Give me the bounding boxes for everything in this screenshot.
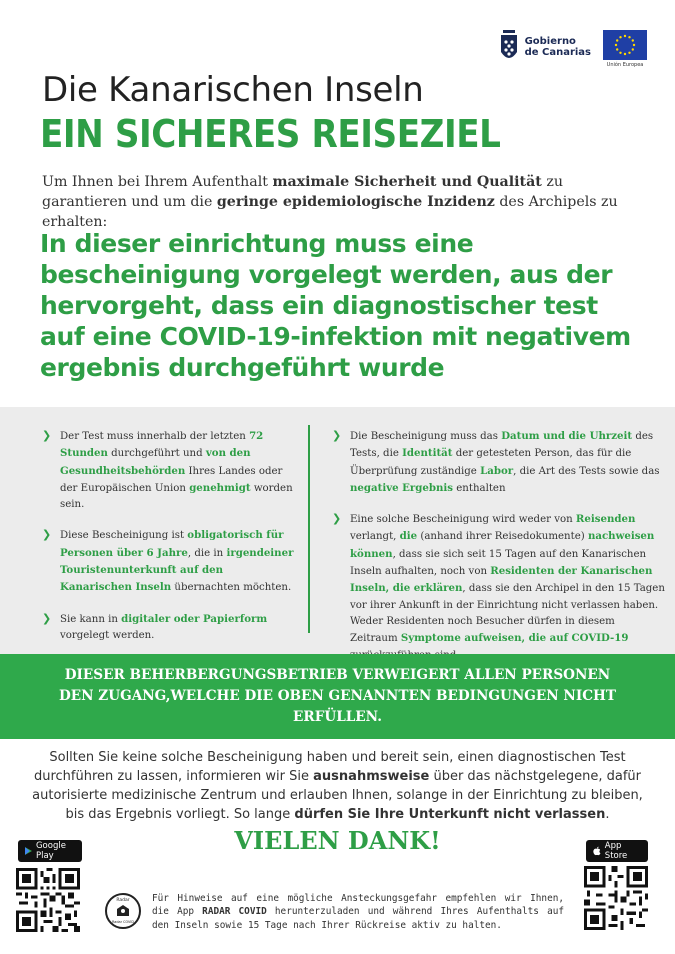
banner-text: DIESER BEHERBERGUNGSBETRIEB VERWEIGERT ALLEN PERSONEN DEN ZUGANG,WELCHE DIE OBEN GENANNTEN BEDINGUNGEN NICHT ERFÜLLEN. bbox=[59, 667, 616, 725]
access-denied-banner bbox=[0, 654, 675, 739]
google-play-icon bbox=[25, 846, 32, 856]
app-store-badge[interactable] bbox=[586, 840, 648, 862]
logo-bar bbox=[499, 30, 647, 68]
apple-icon bbox=[593, 846, 601, 856]
gobierno-de-canarias-logo bbox=[499, 30, 591, 64]
google-play-label: Google Play bbox=[35, 841, 66, 861]
eu-label: Unión Europea bbox=[606, 62, 644, 68]
app-store-label: App Store bbox=[604, 841, 628, 861]
page-title: Die Kanarischen Inseln bbox=[42, 70, 424, 110]
list-item: ❯ Eine solche Bescheinigung wird weder von Reisenden verlangt, die (anhand ihrer Reisedokumente) nachweisen können, dass sie sich seit 15 Tagen auf den Kanarischen Inseln aufhalten, noch von Residenten der Kanarischen Inseln, die erklären, dass sie den Archipel in den 15 Tagen vor ihrer Ankunft in der Einrichtung nicht verlassen haben. Weder Residenten noch Besucher dürfen in diesem Zeitraum Symptome aufweisen, die auf COVID-19 bbox=[332, 511, 665, 664]
page-subtitle: EIN SICHERES REISEZIEL bbox=[40, 112, 501, 156]
main-requirement-heading: In dieser einrichtung muss eine bescheinigung vorgelegt werden, aus der hervorgeht, dass ein diagnostischer test auf eine COVID-19-infektion mit negativem ergebnis durchgeführt wurde bbox=[40, 229, 631, 382]
list-item: ❯ Der Test muss innerhalb der letzten 72 Stunden durchgeführt und von den Gesundheitsbehörden Ihres Landes oder der Europäischen Union genehmigt worden sein. bbox=[42, 428, 297, 513]
intro-paragraph: Um Ihnen bei Ihrem Aufenthalt maximale Sicherheit und Qualität zu garantieren und um die geringe epidemiologische Inzidenz des Archipels zu erhalten: bbox=[42, 174, 618, 230]
column-divider bbox=[308, 425, 310, 633]
right-column bbox=[332, 428, 665, 678]
qr-code-google-play[interactable] bbox=[16, 868, 80, 932]
list-item: ❯ Sie kann in digitaler oder Papierform vorgelegt werden. bbox=[42, 611, 297, 645]
radar-icon-label-bottom: Radar COVID bbox=[112, 920, 134, 924]
list-item: ❯ Diese Bescheinigung ist obligatorisch für Personen über 6 Jahre, die in irgendeiner Touristenunterkunft auf den Kanarischen Inseln übernachten möchten. bbox=[42, 527, 297, 596]
thanks-heading: VIELEN DANK! bbox=[234, 826, 441, 855]
list-item: ❯ Die Bescheinigung muss das Datum und die Uhrzeit des Tests, die Identität der getesteten Person, das für die Überprüfung zuständige Labor, die Art des Tests sowie das negative Ergebnis enthalten bbox=[332, 428, 665, 497]
radar-covid-app-icon[interactable] bbox=[104, 890, 142, 932]
qr-code-app-store[interactable] bbox=[584, 866, 648, 930]
canarias-coat-of-arms-icon bbox=[499, 30, 519, 64]
gobierno-line1: Gobierno bbox=[524, 36, 576, 47]
eu-logo bbox=[603, 30, 647, 68]
gobierno-line2: de Canarias bbox=[524, 47, 591, 58]
radar-covid-hint: Für Hinweise auf eine mögliche Ansteckungsgefahr empfehlen wir Ihnen, die App RADAR COVID herunterzuladen und während Ihres Aufenthalts auf den Inseln sowie 15 Tage nach Ihrer Rückreise aktiv zu halten. bbox=[152, 893, 564, 931]
outro-paragraph: Sollten Sie keine solche Bescheinigung haben und bereit sein, einen diagnostischen Test durchführen zu lassen, informieren wir Sie ausnahmsweise über das nächstgelegene, dafür autorisierte medizinische Zentrum und erlauben Ihnen, solange in der Einrichtung zu bleiben, bis das Ergebnis vorliegt. So lange dürfen Sie Ihre Unterkunft nicht verlassen. bbox=[32, 750, 643, 822]
google-play-badge[interactable] bbox=[18, 840, 82, 862]
left-column bbox=[42, 428, 297, 658]
radar-icon-label-top: Radar bbox=[116, 898, 130, 903]
eu-flag-icon bbox=[603, 30, 647, 60]
